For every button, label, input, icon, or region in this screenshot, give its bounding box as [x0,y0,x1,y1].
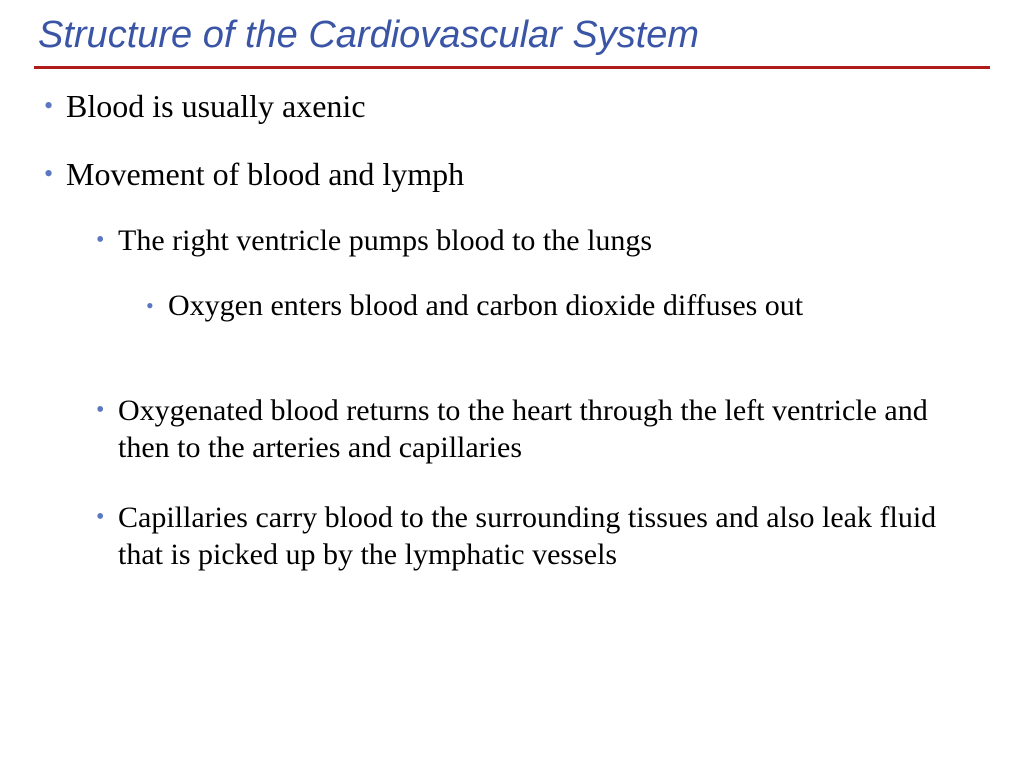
bullet-text: Blood is usually axenic [66,88,366,124]
bullet-text: The right ventricle pumps blood to the lungs [118,224,653,257]
bullet-item-3 [96,222,986,259]
bullet-text: Oxygen enters blood and carbon dioxide diffuses out [168,289,804,322]
bullet-item-4 [146,287,946,324]
bullet-text: Oxygenated blood returns to the heart through the left ventricle and then to the arteries and capillaries [118,394,928,464]
bullet-icon: • [96,227,105,253]
bullet-icon: • [146,293,154,318]
bullet-text: Capillaries carry blood to the surrounding tissues and also leak fluid that is picked up by the lymphatic vessels [118,501,937,571]
bullet-item-5 [96,392,966,466]
bullet-icon: • [96,504,105,530]
bullet-icon: • [96,397,105,423]
bullet-item-1 [44,86,984,126]
slide-title: Structure of the Cardiovascular System [38,14,700,56]
bullet-icon: • [44,159,54,188]
bullet-item-2 [44,154,984,194]
bullet-item-6 [96,499,966,573]
bullet-text: Movement of blood and lymph [66,156,465,192]
bullet-icon: • [44,91,54,120]
